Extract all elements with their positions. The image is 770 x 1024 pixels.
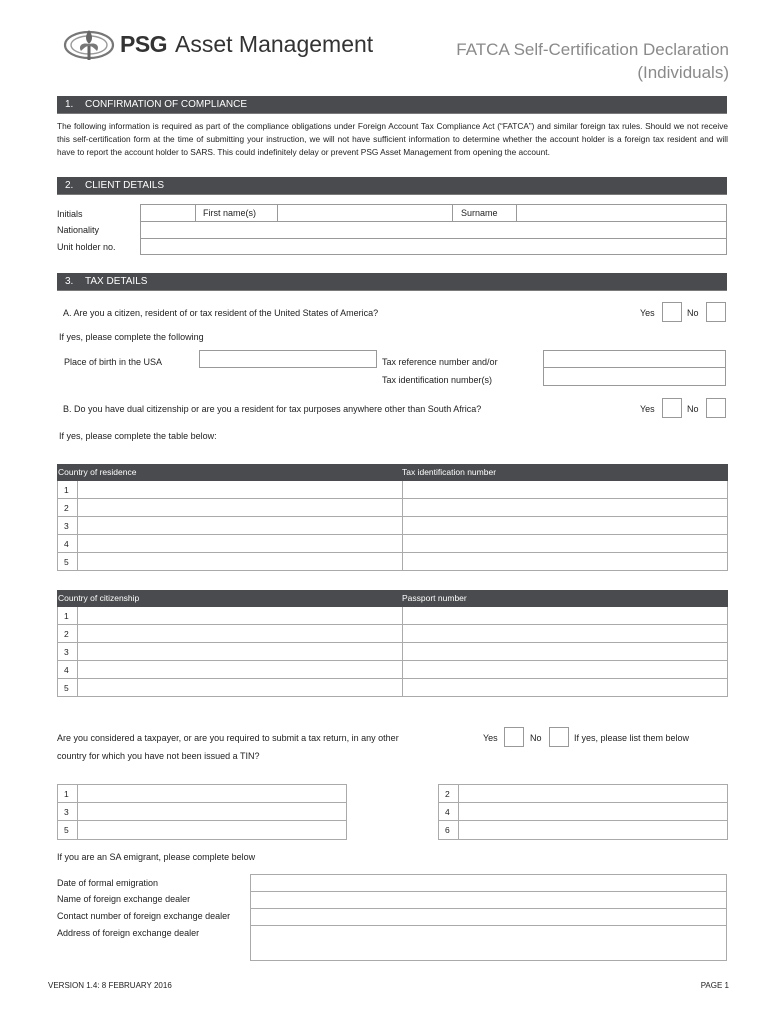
question-b-yes-checkbox[interactable] — [662, 398, 682, 418]
citizenship-cell[interactable] — [77, 679, 402, 696]
citizenship-cell[interactable] — [77, 607, 402, 624]
passport-cell[interactable] — [402, 625, 728, 642]
residence-table — [57, 481, 728, 571]
country-list-left — [57, 784, 347, 840]
taxpayer-question-line1: Are you considered a taxpayer, or are you required to submit a tax return, in any other — [57, 733, 399, 743]
residence-cell[interactable] — [77, 553, 402, 570]
if-yes-list-label: If yes, please list them below — [574, 733, 690, 743]
initials-input[interactable] — [141, 205, 195, 221]
passport-col-header: Passport number — [402, 593, 467, 603]
emigrant-fields — [250, 874, 727, 961]
section-3-number: 3. — [65, 276, 74, 287]
list-number: 4 — [445, 807, 450, 817]
question-a-yes-checkbox[interactable] — [662, 302, 682, 322]
row-number: 5 — [64, 557, 69, 567]
question-a-yes-label: Yes — [640, 308, 655, 318]
row-number: 3 — [64, 521, 69, 531]
table-row — [58, 643, 727, 661]
list-number: 5 — [64, 825, 69, 835]
taxpayer-yes-label: Yes — [483, 733, 498, 743]
row-number: 2 — [64, 503, 69, 513]
tax-identification-input[interactable] — [543, 368, 726, 386]
tin-col-header: Tax identification number — [402, 467, 497, 477]
question-b-no-checkbox[interactable] — [706, 398, 726, 418]
passport-cell[interactable] — [402, 679, 728, 696]
country-cell[interactable] — [458, 785, 727, 802]
table-row — [58, 679, 727, 697]
table-row — [58, 535, 727, 553]
passport-cell[interactable] — [402, 643, 728, 660]
residence-cell[interactable] — [77, 499, 402, 516]
table-row — [58, 625, 727, 643]
citizenship-cell[interactable] — [77, 661, 402, 678]
brand-psg: PSG — [120, 31, 168, 57]
table-row — [58, 607, 727, 625]
tin-cell[interactable] — [402, 553, 728, 570]
citizenship-table-header — [57, 590, 728, 607]
section-2-title: CLIENT DETAILS — [85, 180, 165, 191]
tin-cell[interactable] — [402, 481, 728, 498]
passport-cell[interactable] — [402, 661, 728, 678]
document-title — [456, 38, 729, 84]
list-item — [439, 803, 727, 821]
nationality-input[interactable] — [141, 222, 726, 238]
question-b: B. Do you have dual citizenship or are you a resident for tax purposes anywhere other than South Africa? — [63, 404, 482, 414]
fx-dealer-address-input[interactable] — [251, 926, 726, 960]
if-yes-following: If yes, please complete the following — [59, 332, 204, 342]
list-number: 6 — [445, 825, 450, 835]
emigrant-label: If you are an SA emigrant, please complete below — [57, 852, 256, 862]
list-item — [58, 803, 346, 821]
question-b-no-label: No — [687, 404, 699, 414]
tax-reference-label: Tax reference number and/or — [382, 357, 498, 367]
first-names-input[interactable] — [278, 205, 452, 221]
list-item — [439, 785, 727, 803]
country-cell[interactable] — [77, 821, 346, 839]
passport-cell[interactable] — [402, 607, 728, 624]
row-number: 4 — [64, 539, 69, 549]
section-1-number: 1. — [65, 99, 74, 110]
list-number: 2 — [445, 789, 450, 799]
table-row — [58, 499, 727, 517]
table-row — [58, 517, 727, 535]
initials-label: Initials — [57, 209, 83, 219]
residence-cell[interactable] — [77, 535, 402, 552]
country-cell[interactable] — [458, 821, 727, 839]
document-title-line2: (Individuals) — [637, 63, 729, 82]
section-3-header — [57, 273, 727, 291]
citizenship-cell[interactable] — [77, 625, 402, 642]
fx-dealer-contact-input[interactable] — [251, 909, 726, 926]
residence-col-header: Country of residence — [58, 467, 137, 477]
citizenship-table — [57, 607, 728, 697]
residence-cell[interactable] — [77, 481, 402, 498]
emigration-date-input[interactable] — [251, 875, 726, 892]
section-1-title: CONFIRMATION OF COMPLIANCE — [85, 99, 248, 110]
place-of-birth-input[interactable] — [199, 350, 377, 368]
fx-dealer-address-label: Address of foreign exchange dealer — [57, 928, 200, 938]
question-a-no-checkbox[interactable] — [706, 302, 726, 322]
country-list-right — [438, 784, 728, 840]
list-item — [439, 821, 727, 839]
section-2-number: 2. — [65, 180, 74, 191]
client-details-grid — [140, 204, 727, 255]
tax-identification-label: Tax identification number(s) — [382, 375, 493, 385]
psg-logo-icon — [62, 24, 120, 66]
surname-label: Surname — [461, 208, 498, 218]
emigration-date-label: Date of formal emigration — [57, 878, 159, 888]
country-cell[interactable] — [458, 803, 727, 820]
citizenship-col-header: Country of citizenship — [58, 593, 140, 603]
taxpayer-question-line2: country for which you have not been issued a TIN? — [57, 751, 260, 761]
brand-asset-management: Asset Management — [175, 31, 374, 57]
nationality-label: Nationality — [57, 225, 100, 235]
section-2-header — [57, 177, 727, 195]
row-number: 3 — [64, 647, 69, 657]
residence-table-header — [57, 464, 728, 481]
list-item — [58, 785, 346, 803]
list-item — [58, 821, 346, 839]
tin-cell[interactable] — [402, 499, 728, 516]
country-cell[interactable] — [77, 785, 346, 802]
citizenship-cell[interactable] — [77, 643, 402, 660]
page-number: PAGE 1 — [700, 981, 729, 990]
country-cell[interactable] — [77, 803, 346, 820]
question-b-yes-label: Yes — [640, 404, 655, 414]
residence-cell[interactable] — [77, 517, 402, 534]
taxpayer-yes-checkbox[interactable] — [504, 727, 524, 747]
compliance-paragraph: The following information is required as part of the compliance obligations under Foreign Account Tax Compliance Act (“FATCA”) and similar foreign tax rules. Should we not receive this self-certification form at the time of submitting your instruction, we will not have sufficient information to determine whether the account holder is a foreign tax resident and will have to report the account holder to SARS. This could indefinitely delay or prevent PSG Asset Management from opening the account. — [57, 121, 728, 158]
row-number: 1 — [64, 611, 69, 621]
question-a-no-label: No — [687, 308, 699, 318]
row-number: 4 — [64, 665, 69, 675]
unit-holder-input[interactable] — [141, 239, 726, 255]
tin-cell[interactable] — [402, 535, 728, 552]
surname-input[interactable] — [517, 205, 726, 221]
row-number: 5 — [64, 683, 69, 693]
table-row — [58, 553, 727, 571]
row-number: 2 — [64, 629, 69, 639]
document-title-line1: FATCA Self-Certification Declaration — [456, 40, 729, 59]
question-a: A. Are you a citizen, resident of or tax resident of the United States of America? — [63, 308, 379, 318]
fx-dealer-name-label: Name of foreign exchange dealer — [57, 894, 191, 904]
table-row — [58, 661, 727, 679]
fx-dealer-name-input[interactable] — [251, 892, 726, 909]
list-number: 1 — [64, 789, 69, 799]
taxpayer-no-checkbox[interactable] — [549, 727, 569, 747]
table-row — [58, 481, 727, 499]
list-number: 3 — [64, 807, 69, 817]
fx-dealer-contact-label: Contact number of foreign exchange dealer — [57, 911, 231, 921]
row-number: 1 — [64, 485, 69, 495]
unit-holder-label: Unit holder no. — [57, 242, 116, 252]
taxpayer-no-label: No — [530, 733, 542, 743]
tin-cell[interactable] — [402, 517, 728, 534]
version-footer: VERSION 1.4: 8 FEBRUARY 2016 — [48, 981, 172, 990]
tax-reference-input[interactable] — [543, 350, 726, 368]
section-1-header — [57, 96, 727, 114]
section-3-title: TAX DETAILS — [85, 276, 148, 287]
place-of-birth-label: Place of birth in the USA — [64, 357, 163, 367]
if-yes-table: If yes, please complete the table below: — [59, 431, 217, 441]
first-names-label: First name(s) — [203, 208, 257, 218]
